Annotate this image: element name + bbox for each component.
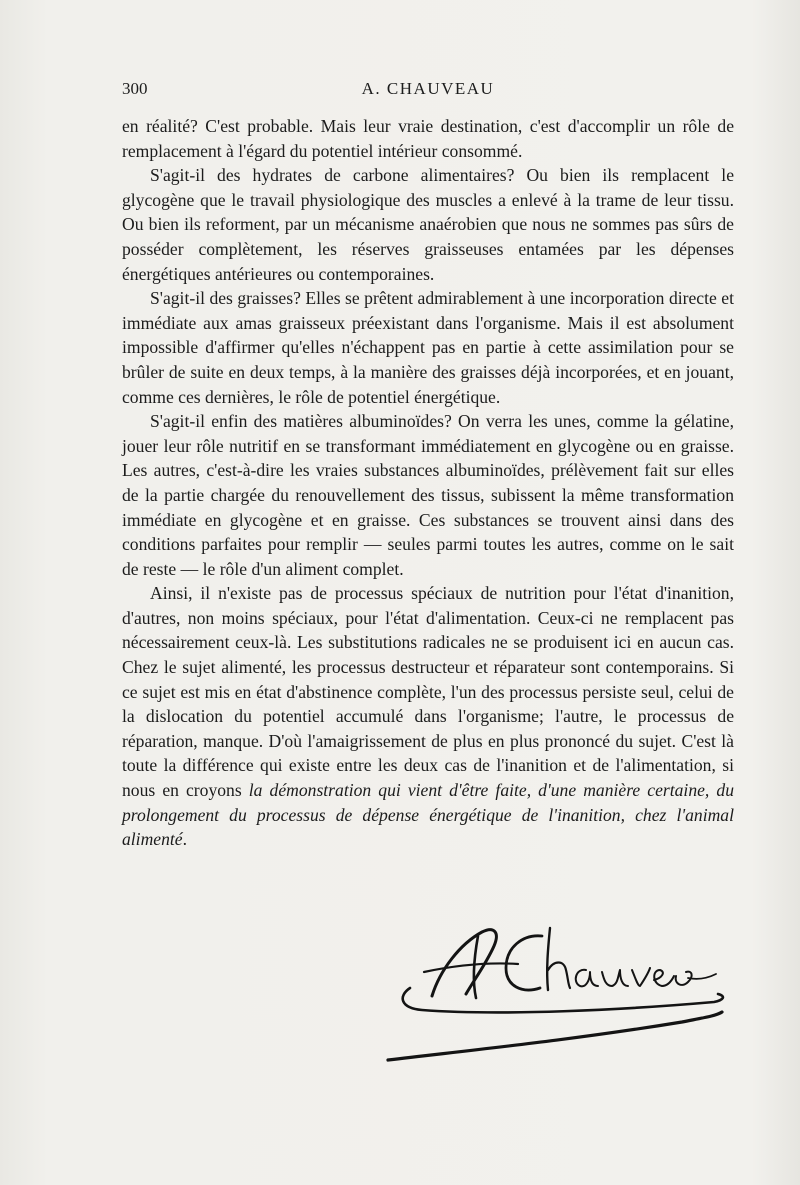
signature-graphic: [382, 918, 734, 1078]
paragraph-conclusion: [122, 581, 734, 852]
running-title: A. CHAUVEAU: [361, 79, 495, 98]
running-head: [122, 79, 734, 103]
paragraph-albuminoids: S'agit-il enfin des matières albuminoïdes? On verra les unes, comme la gélatine, jouer leur rôle nutritif en se transformant immédiatement en glycogène ou en graisse. Les autres, c'est-à-dire les vraies substances albuminoïdes, prélèvement fait sur elles de la partie chargée du renouvellement des tissus, subissent la même transformation immédiate en glycogène et en graisse. Ces substances se trouvent ainsi dans des conditions parfaites pour remplir — seules parmi toutes les autres, comme on le sait de reste — le rôle d'un aliment complet.: [122, 411, 734, 579]
handwritten-signature: [382, 918, 734, 1078]
conclusion-italic: la démonstration qui vient d'être faite, d'une manière certaine, du prolongement du processus de dépense énergétique de l'inanition, chez l'animal alimenté: [122, 780, 734, 850]
conclusion-tail: .: [182, 829, 187, 850]
conclusion-text: Ainsi, il n'existe pas de processus spéciaux de nutrition pour l'état d'inanition, d'autres, non moins spéciaux, pour l'état d'alimentation. Ceux-ci ne remplacent pas nécessairement ceux-là. Les substitutions radicales ne se produisent ici en aucun cas. Chez le sujet alimenté, les processus destructeur et réparateur sont contemporains. Si ce sujet est mis en état d'abstinence complète, l'un des processus persiste seul, celui de la dislocation du potentiel accumulé dans l'organisme; l'autre, le processus de réparation, manque. D'où l'amaigrissement de plus en plus prononcé du sujet. C'est là toute la différence qui existe entre les deux cas de l'inanition et de l'alimentation, si nous en croyons: [122, 583, 734, 801]
paragraph-carbohydrates: S'agit-il des hydrates de carbone alimentaires? Ou bien ils remplacent le glycogène que le travail physiologique des muscles a enlevé à la trame de leur tissu. Ou bien ils reforment, par un mécanisme anaérobien que nous ne sommes pas sûrs de posséder complètement, les réserves graisseuses entamées par les dépenses énergétiques antérieures ou contemporaines.: [122, 165, 734, 284]
paragraph-continuation: en réalité? C'est probable. Mais leur vraie destination, c'est d'accomplir un rôle de remplacement à l'égard du potentiel intérieur consommé.: [122, 116, 734, 161]
body-text: [122, 114, 734, 852]
paragraph-fats: S'agit-il des graisses? Elles se prêtent admirablement à une incorporation directe et immédiate aux amas graisseux préexistant dans l'organisme. Mais il est absolument impossible d'affirmer qu'elles n'échappent pas en partie à cette assimilation pour se brûler de suite en deux temps, à la manière des graisses déjà incorporées, et en jouant, comme ces dernières, le rôle de potentiel énergétique.: [122, 288, 734, 407]
page-number: 300: [122, 79, 148, 98]
